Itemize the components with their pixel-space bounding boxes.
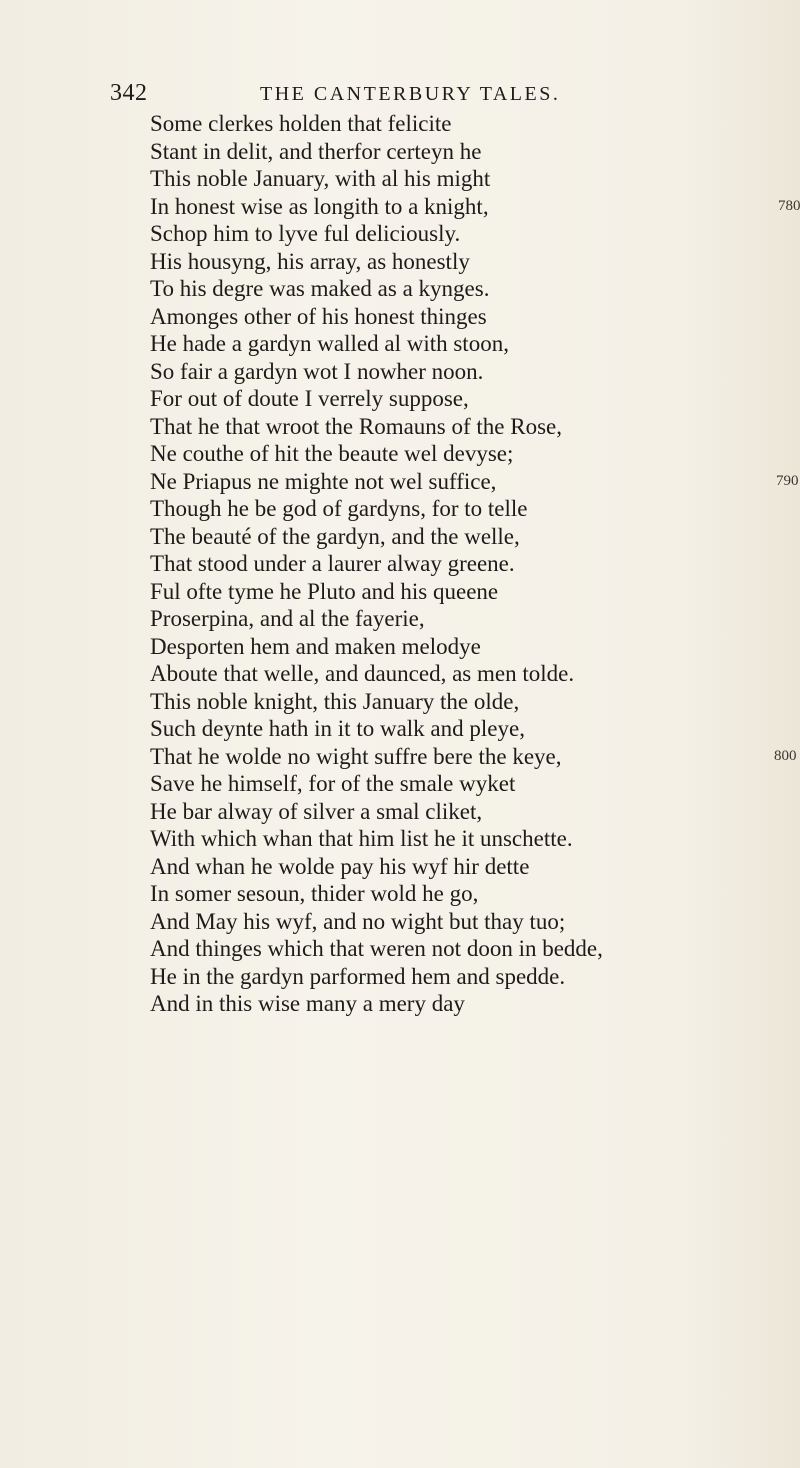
verse-line-text: For out of doute I verrely suppose, — [150, 386, 469, 411]
verse-line-text: Aboute that welle, and daunced, as men tolde. — [150, 661, 575, 686]
verse-line — [150, 605, 770, 633]
verse-line-text: Schop him to lyve ful deliciously. — [150, 221, 461, 246]
verse-line-text: In somer sesoun, thider wold he go, — [150, 881, 479, 906]
verse-line-text: Amonges other of his honest thinges — [150, 303, 487, 329]
verse-line-text: His housyng, his array, as honestly — [150, 248, 470, 274]
verse-line-text: So fair a gardyn wot I nowher noon. — [150, 358, 484, 384]
verse-line — [150, 880, 770, 908]
verse-line — [150, 440, 770, 468]
verse-line-text: Ne couthe of hit the beaute wel devyse; — [150, 441, 514, 466]
verse-line-text: That he that wroot the Romauns of the Rose, — [150, 413, 563, 439]
verse-line-text: He bar alway of silver a smal cliket, — [150, 798, 483, 824]
verse-line-text: With which whan that him list he it unschette. — [150, 826, 573, 851]
verse-line — [150, 193, 800, 221]
verse-line — [150, 908, 770, 936]
verse-line — [150, 660, 770, 688]
verse-line — [150, 248, 770, 276]
verse-line — [150, 330, 770, 358]
verse-line — [150, 743, 797, 771]
verse-line — [150, 550, 770, 578]
verse-line — [150, 853, 770, 881]
verse-line-text: Some clerkes holden that felicite — [150, 111, 452, 136]
verse-line-text: Ful ofte tyme he Pluto and his queene — [150, 578, 499, 604]
verse-line — [150, 413, 770, 441]
verse-line-text: Save he himself, for of the smale wyket — [150, 771, 516, 796]
verse-line-text: Though he be god of gardyns, for to telle — [150, 496, 528, 521]
verse-line-text: This noble January, with al his might — [150, 166, 491, 191]
verse-line-text: That he wolde no wight suffre bere the keye, — [150, 743, 562, 769]
verse-line — [150, 990, 770, 1018]
line-number: 800 — [774, 747, 797, 764]
verse-line — [150, 385, 770, 413]
verse-line — [150, 110, 770, 138]
verse-line-text: And whan he wolde pay his wyf hir dette — [150, 853, 530, 879]
verse-line-text: And in this wise many a mery day — [150, 991, 465, 1016]
running-title: THE CANTERBURY TALES. — [260, 83, 561, 105]
verse-line-text: The beauté of the gardyn, and the welle, — [150, 523, 520, 549]
line-number: 780 — [778, 197, 800, 214]
verse-line — [150, 770, 770, 798]
verse-line-text: Proserpina, and al the fayerie, — [150, 606, 425, 631]
verse-line — [150, 358, 770, 386]
verse-line-text: That stood under a laurer alway greene. — [150, 551, 515, 576]
verse-block — [150, 110, 800, 1018]
verse-line-text: In honest wise as longith to a knight, — [150, 193, 489, 219]
verse-line-text: He in the gardyn parformed hem and spedde. — [150, 963, 566, 989]
verse-line — [150, 495, 770, 523]
verse-line — [150, 303, 770, 331]
verse-line — [150, 963, 770, 991]
verse-line — [150, 275, 770, 303]
verse-line-text: This noble knight, this January the olde, — [150, 688, 520, 714]
verse-line-text: To his degre was maked as a kynges. — [150, 276, 490, 301]
verse-line-text: Such deynte hath in it to walk and pleye, — [150, 716, 525, 741]
verse-line — [150, 523, 770, 551]
verse-line — [150, 138, 770, 166]
verse-line-text: Ne Priapus ne mighte not wel suffice, — [150, 468, 497, 494]
page-number: 342 — [110, 80, 148, 106]
verse-line — [150, 578, 770, 606]
page-header — [110, 80, 650, 110]
verse-line — [150, 825, 770, 853]
verse-line — [150, 165, 770, 193]
verse-line — [150, 715, 770, 743]
verse-line — [150, 798, 770, 826]
verse-line — [150, 468, 799, 496]
verse-line-text: He hade a gardyn walled al with stoon, — [150, 331, 509, 356]
verse-line-text: Desporten hem and maken melodye — [150, 633, 481, 659]
verse-line — [150, 688, 770, 716]
line-number: 790 — [776, 472, 799, 489]
verse-line — [150, 220, 770, 248]
verse-line-text: Stant in delit, and therfor certeyn he — [150, 138, 482, 164]
verse-line — [150, 633, 770, 661]
verse-line — [150, 935, 770, 963]
verse-line-text: And May his wyf, and no wight but thay tuo; — [150, 908, 566, 934]
verse-line-text: And thinges which that weren not doon in bedde, — [150, 936, 603, 961]
